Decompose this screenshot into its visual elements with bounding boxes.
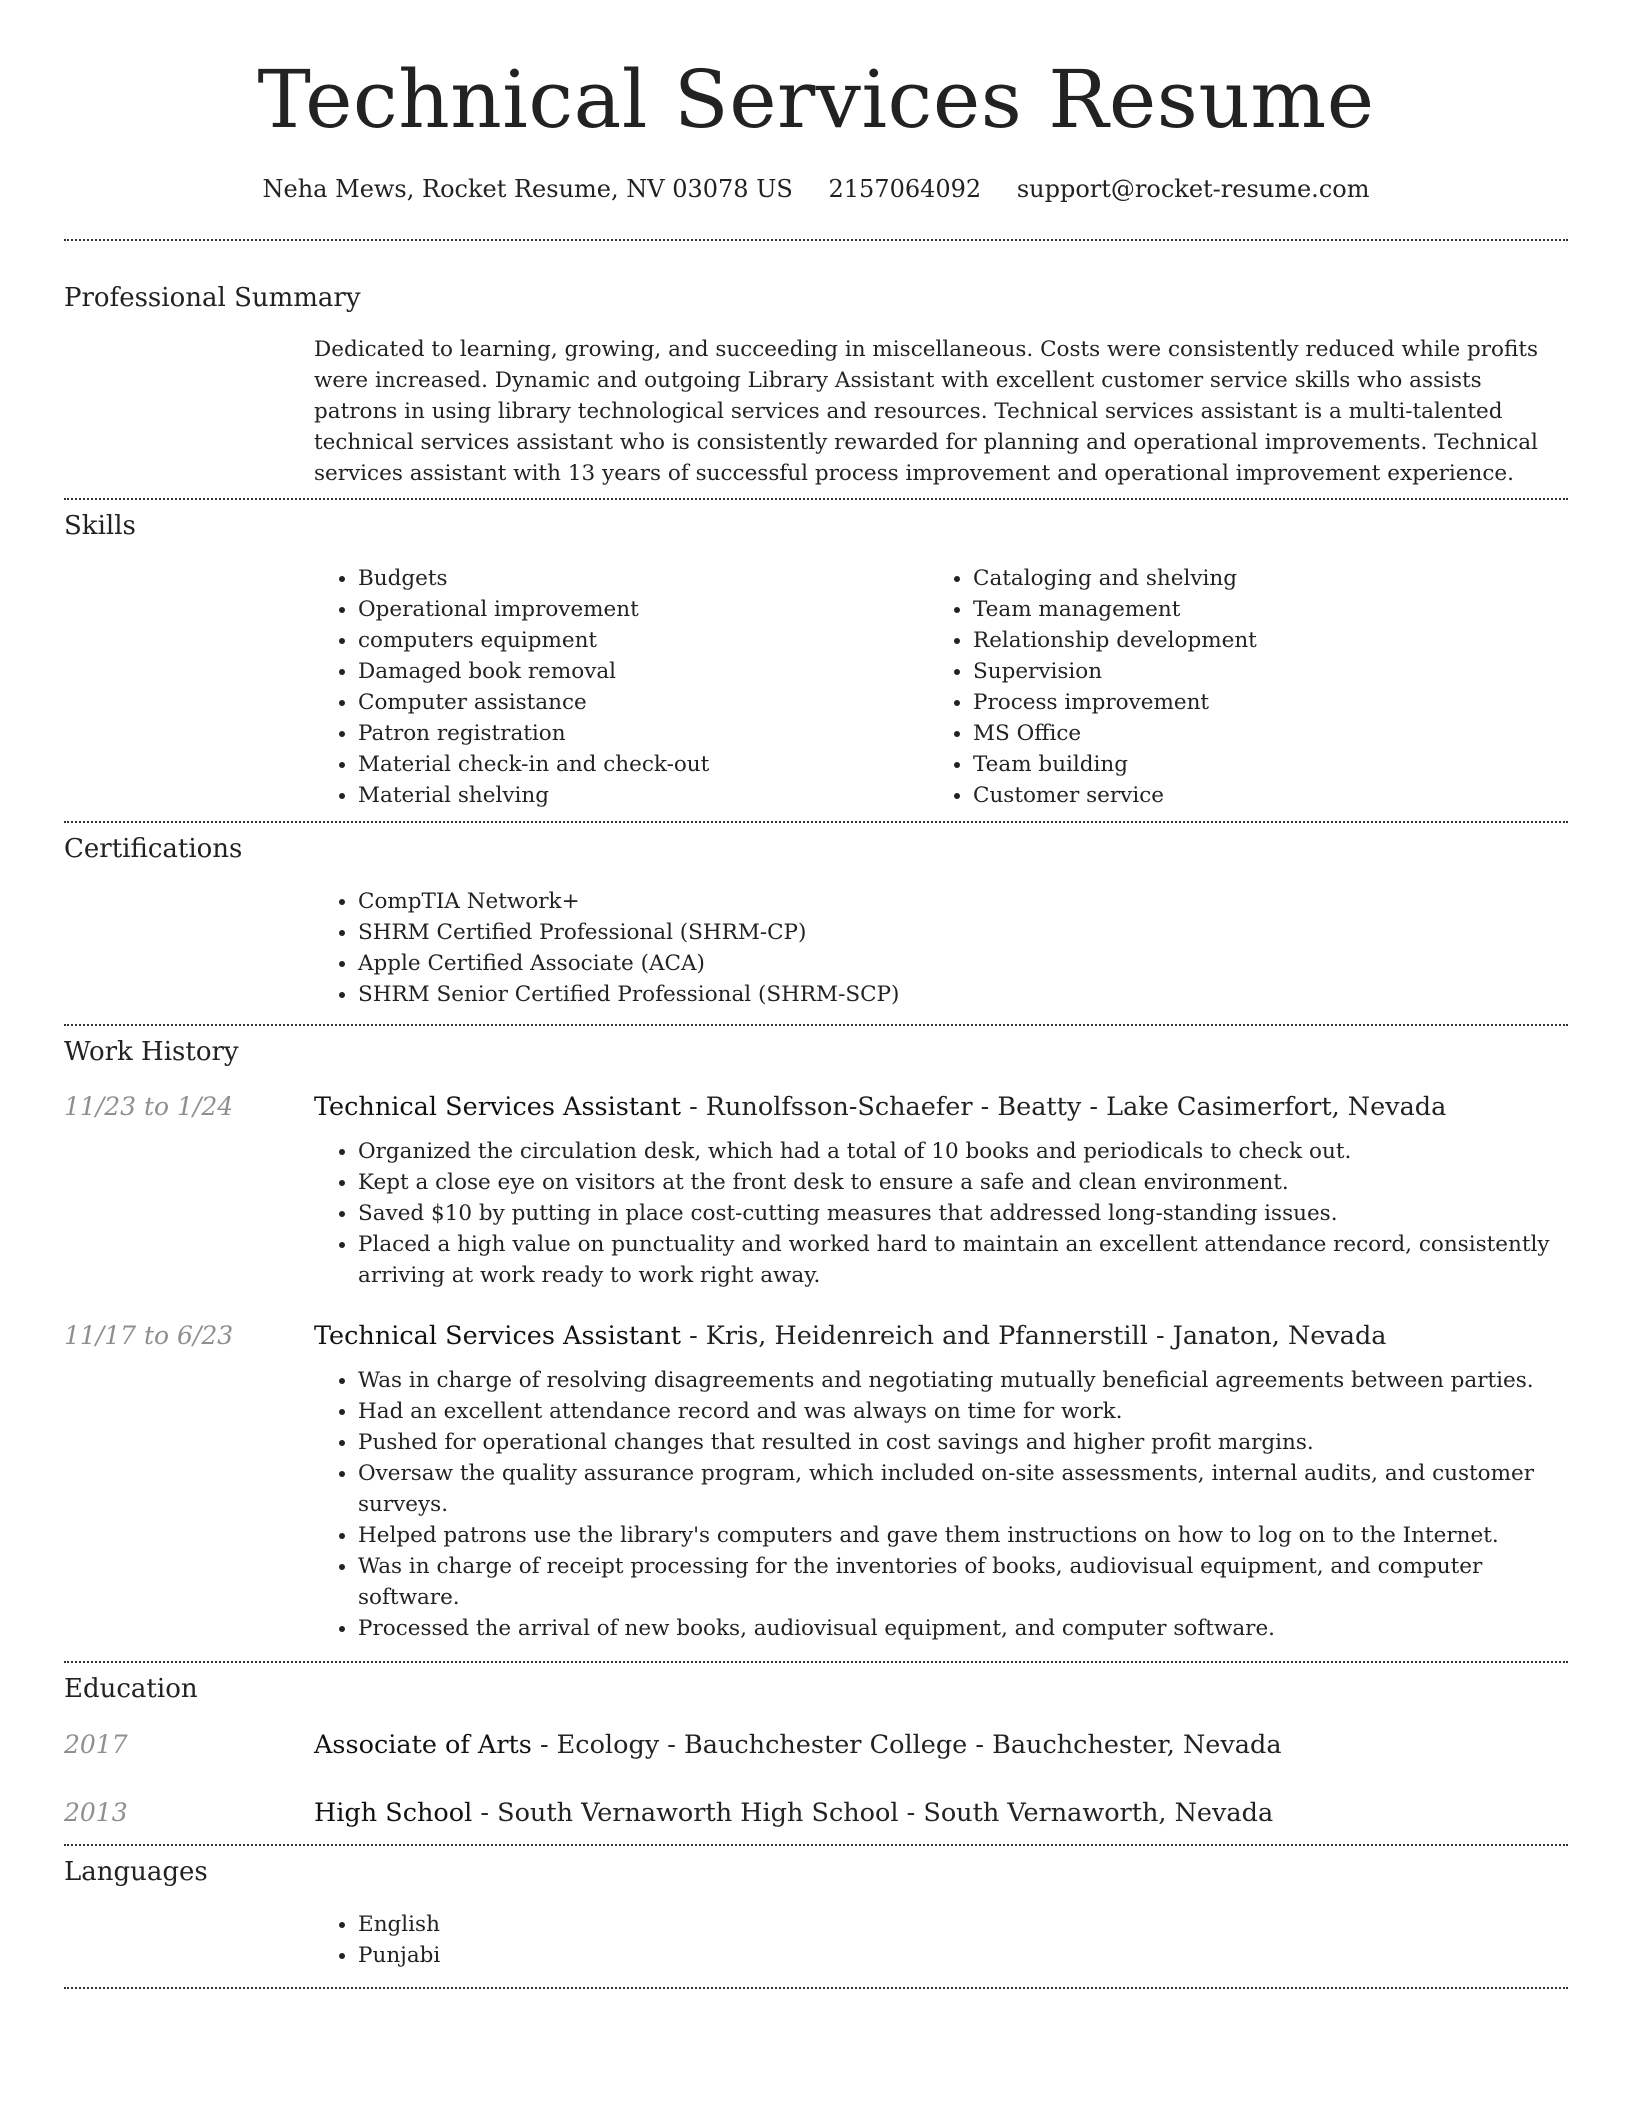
education-entry (64, 1728, 1568, 1762)
job-entry (64, 1319, 1568, 1644)
job-bullet: • Placed a high value on punctuality and worked hard to maintain an excellent attendance record, consistently arriving at work ready to work right away. (358, 1229, 1568, 1291)
job-bullet: • Helped patrons use the library's computers and gave them instructions on how to log on to the Internet. (358, 1520, 1568, 1551)
section-divider (64, 239, 1568, 241)
section-divider (64, 821, 1568, 823)
language-item: • Punjabi (358, 1940, 1568, 1971)
job-bullet: • Kept a close eye on visitors at the front desk to ensure a safe and clean environment. (358, 1167, 1568, 1198)
work-heading: Work History (64, 1037, 239, 1067)
section-divider (64, 498, 1568, 500)
certification-item: • SHRM Senior Certified Professional (SHRM-SCP) (358, 979, 1568, 1010)
section-divider (64, 1661, 1568, 1663)
skills-grid (314, 563, 1568, 811)
education-year: 2013 (64, 1798, 128, 1827)
job-details: - Runolfsson-Schaefer - Beatty - Lake Casimerfort, Nevada (680, 1092, 1447, 1122)
language-item: • English (358, 1909, 1568, 1940)
education-details: - Ecology - Bauchchester College - Bauchchester, Nevada (531, 1730, 1282, 1760)
section-divider (64, 1024, 1568, 1026)
job-dates: 11/17 to 6/23 (64, 1321, 234, 1350)
summary-section (64, 281, 1568, 489)
certification-item: • SHRM Certified Professional (SHRM-CP) (358, 917, 1568, 948)
certification-item: • Apple Certified Associate (ACA) (358, 948, 1568, 979)
skill-item: • Customer service (973, 780, 1568, 811)
education-section (64, 1672, 1568, 1830)
job-heading (314, 1090, 1446, 1124)
certification-item: • CompTIA Network+ (358, 886, 1568, 917)
skill-item: • Patron registration (358, 718, 929, 749)
job-details: - Kris, Heidenreich and Pfannerstill - Janaton, Nevada (680, 1321, 1387, 1351)
skill-item: • Computer assistance (358, 687, 929, 718)
languages-section (64, 1855, 1568, 1971)
skills-list-right (929, 563, 1568, 811)
education-degree: High School (314, 1798, 473, 1828)
skills-heading: Skills (64, 511, 136, 541)
skill-item: • computers equipment (358, 625, 929, 656)
job-title: Technical Services Assistant (314, 1321, 681, 1351)
education-heading-line (314, 1796, 1273, 1830)
skill-item: • Supervision (973, 656, 1568, 687)
job-body (314, 1136, 1568, 1291)
skill-item: • Budgets (358, 563, 929, 594)
education-heading-line (314, 1728, 1282, 1762)
section-divider (64, 1987, 1568, 1989)
education-details: - South Vernaworth High School - South Vernaworth, Nevada (472, 1798, 1274, 1828)
resume-title: Technical Services Resume (257, 53, 1375, 146)
summary-text: Dedicated to learning, growing, and succeeding in miscellaneous. Costs were consistently reduced while profits were increased. Dynamic and outgoing Library Assistant with excellent customer service skills who assists patrons in using library technological services and resources. Technical services assistant is a multi-talented technical services assistant who is consistently rewarded for planning and operational improvements. Technical services assistant with 13 years of successful process improvement and operational improvement experience. (314, 337, 1538, 486)
job-bullet: • Saved $10 by putting in place cost-cutting measures that addressed long-standing issues. (358, 1198, 1568, 1229)
skill-item: • Relationship development (973, 625, 1568, 656)
skill-item: • Team management (973, 594, 1568, 625)
contact-line (64, 172, 1568, 206)
skill-item: • Damaged book removal (358, 656, 929, 687)
job-entry (64, 1090, 1568, 1291)
skill-item: • Material shelving (358, 780, 929, 811)
job-title: Technical Services Assistant (314, 1092, 681, 1122)
job-bullet: • Organized the circulation desk, which had a total of 10 books and periodicals to check out. (358, 1136, 1568, 1167)
job-header (64, 1319, 1568, 1353)
skill-item: • MS Office (973, 718, 1568, 749)
work-section (64, 1035, 1568, 1644)
job-bullets (314, 1136, 1568, 1291)
skill-item: • Operational improvement (358, 594, 929, 625)
skill-item: • Material check-in and check-out (358, 749, 929, 780)
summary-heading: Professional Summary (64, 283, 361, 313)
certifications-section (64, 832, 1568, 1010)
contact-phone: 2157064092 (828, 175, 982, 203)
skills-section (64, 509, 1568, 811)
job-bullet: • Oversaw the quality assurance program, which included on-site assessments, internal audits, and customer surveys. (358, 1458, 1568, 1520)
education-heading: Education (64, 1674, 198, 1704)
job-heading (314, 1319, 1387, 1353)
job-header (64, 1090, 1568, 1124)
skill-item: • Cataloging and shelving (973, 563, 1568, 594)
job-bullet: • Had an excellent attendance record and was always on time for work. (358, 1396, 1568, 1427)
contact-email: support@rocket-resume.com (1016, 175, 1370, 203)
job-bullet: • Was in charge of resolving disagreements and negotiating mutually beneficial agreements between parties. (358, 1365, 1568, 1396)
section-divider (64, 1844, 1568, 1846)
languages-body (314, 1909, 1568, 1971)
education-year: 2017 (64, 1730, 128, 1759)
education-degree: Associate of Arts (314, 1730, 532, 1760)
certifications-heading: Certifications (64, 834, 243, 864)
job-body (314, 1365, 1568, 1644)
job-bullet: • Processed the arrival of new books, audiovisual equipment, and computer software. (358, 1613, 1568, 1644)
skills-list-left (314, 563, 929, 811)
languages-heading: Languages (64, 1857, 208, 1887)
languages-list (314, 1909, 1568, 1971)
education-entry (64, 1796, 1568, 1830)
skill-item: • Team building (973, 749, 1568, 780)
job-bullets (314, 1365, 1568, 1644)
skill-item: • Process improvement (973, 687, 1568, 718)
job-bullet: • Was in charge of receipt processing for the inventories of books, audiovisual equipment, and computer software. (358, 1551, 1568, 1613)
job-dates: 11/23 to 1/24 (64, 1092, 234, 1121)
certifications-list (314, 886, 1568, 1010)
job-bullet: • Pushed for operational changes that resulted in cost savings and higher profit margins. (358, 1427, 1568, 1458)
certifications-body (314, 886, 1568, 1010)
contact-address: Neha Mews, Rocket Resume, NV 03078 US (262, 175, 793, 203)
